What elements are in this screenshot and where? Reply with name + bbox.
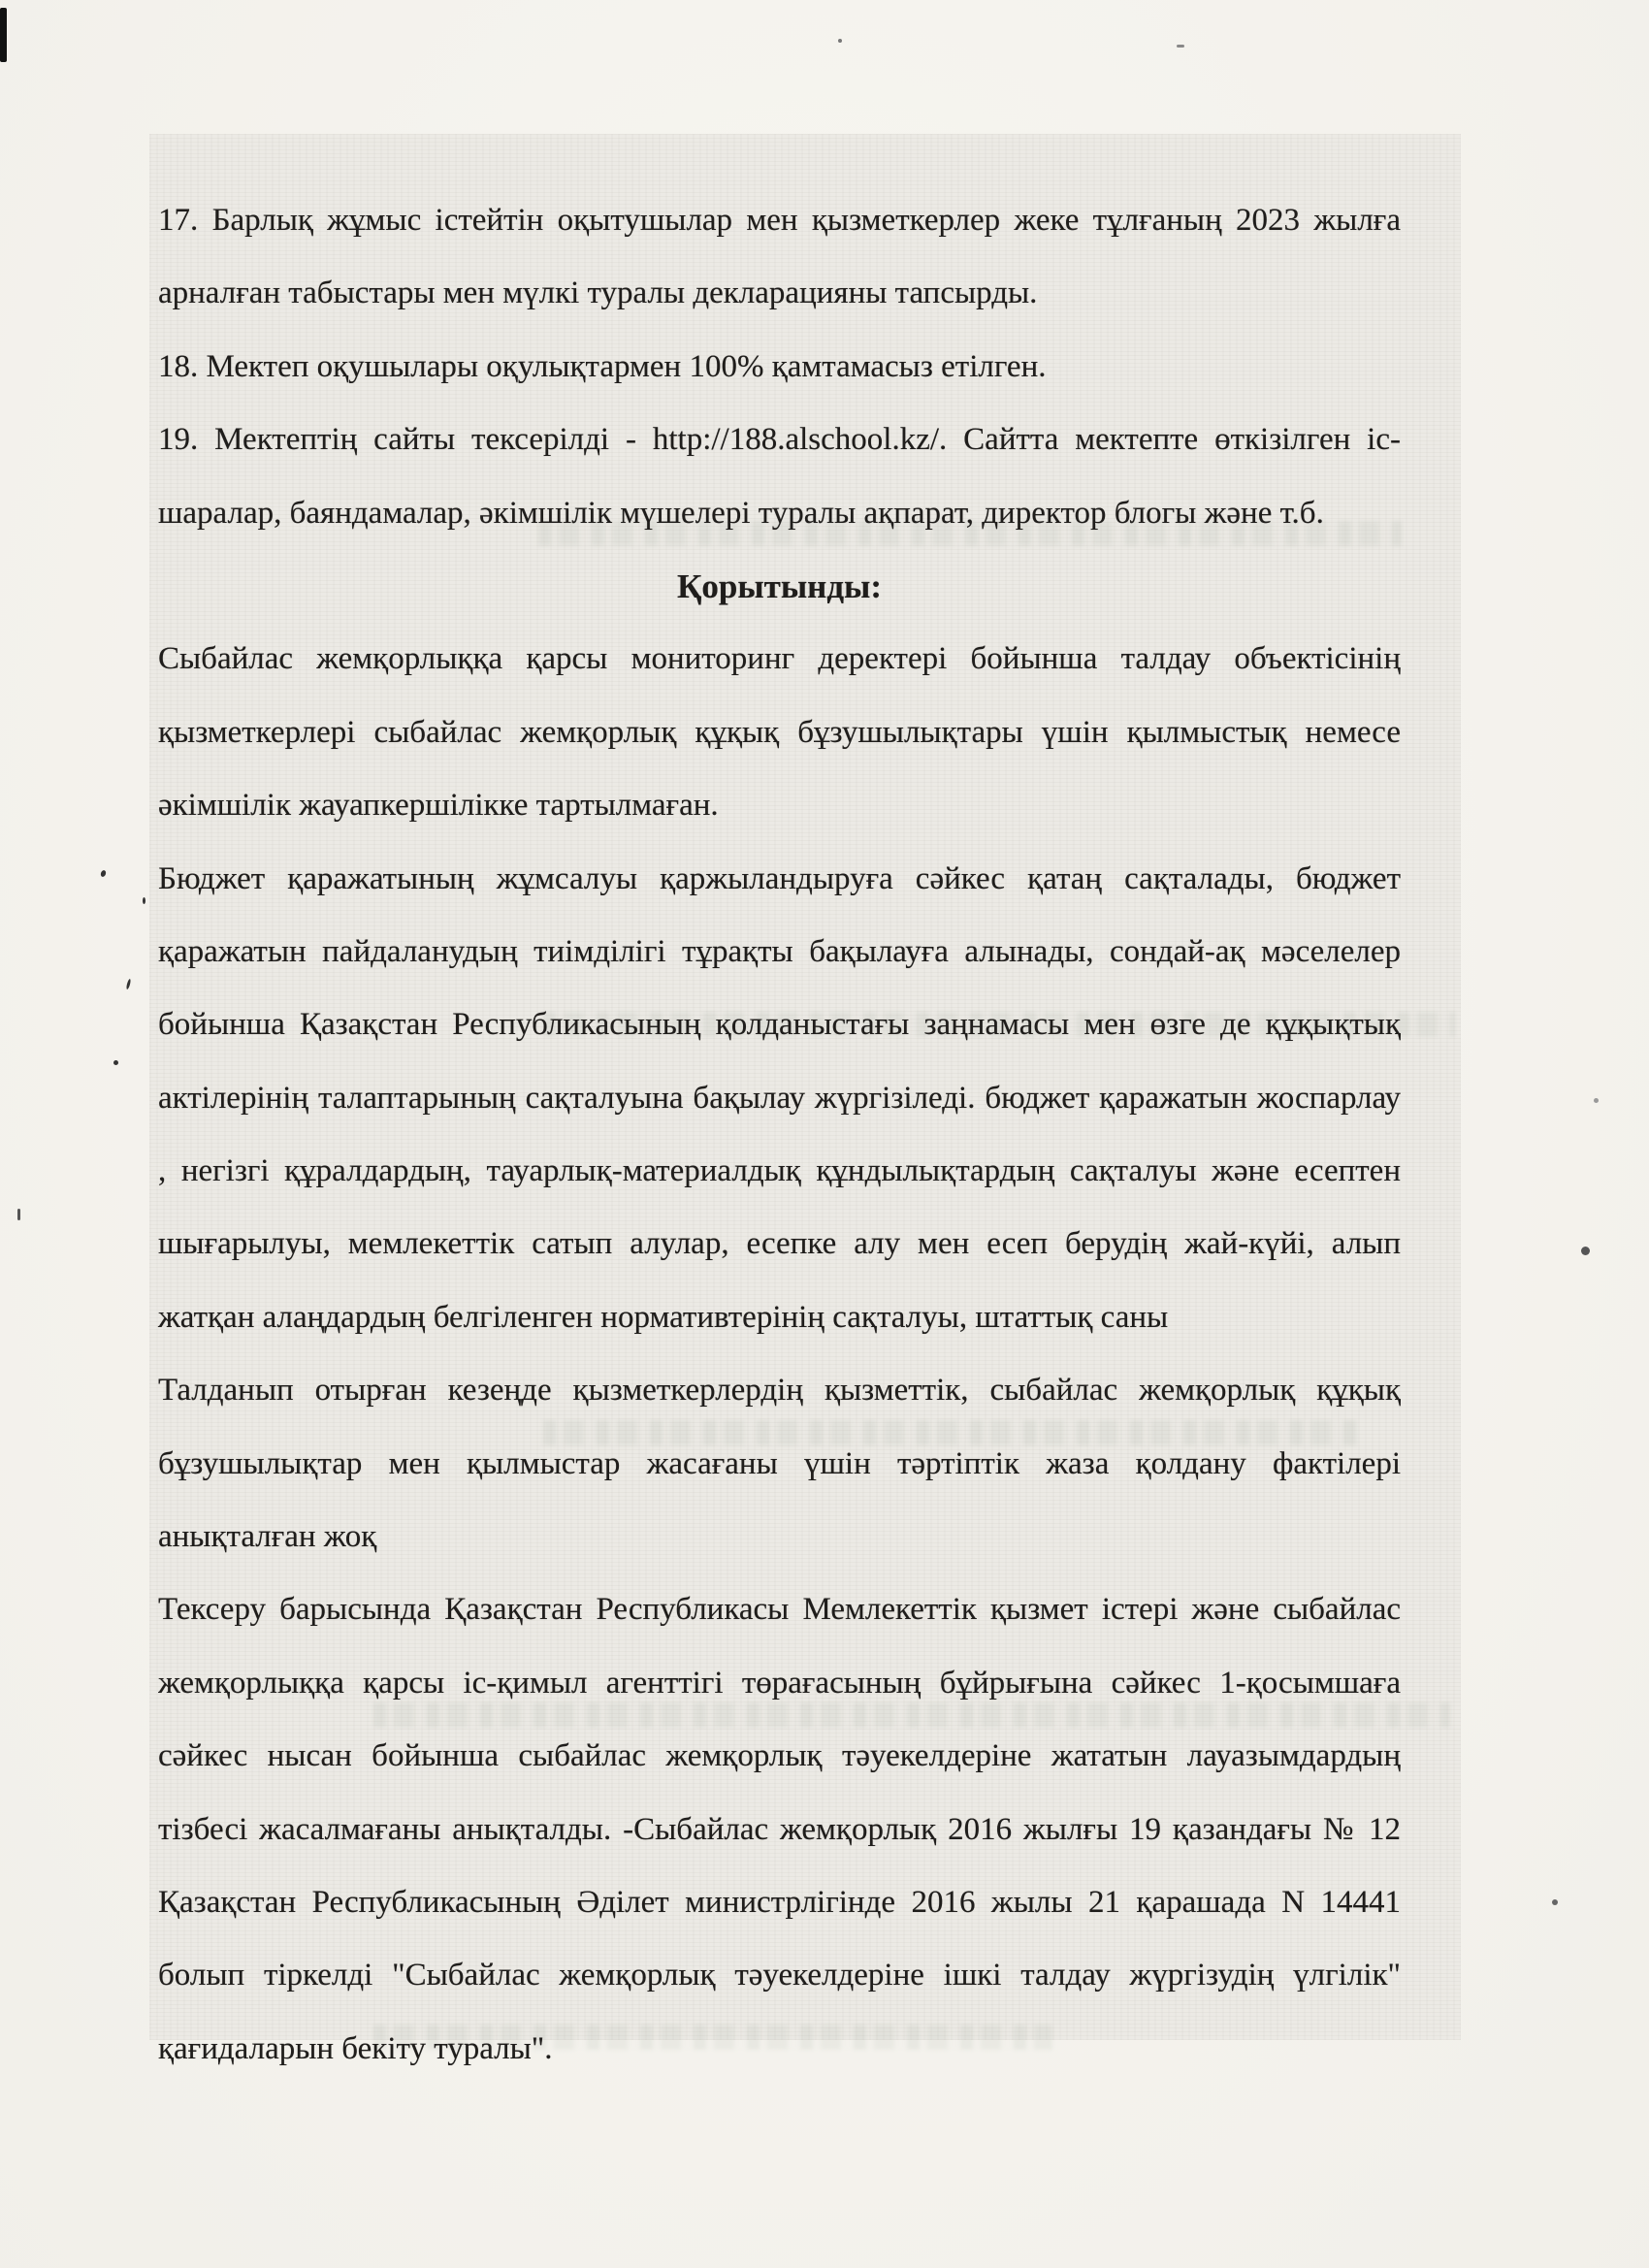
- text-line: 17. Барлық жұмыс істейтін оқытушылар мен қызметкерлер жеке тұлғаның 2023 жылға: [158, 203, 1401, 238]
- text-line: әкімшілік жауапкершілікке тартылмаған.: [158, 788, 719, 824]
- text-line: шаралар, баяндамалар, әкімшілік мүшелері туралы ақпарат, директор блогы және т.б.: [158, 495, 1324, 531]
- scan-speck: [1552, 1899, 1558, 1905]
- text-line: қағидаларын бекіту туралы".: [158, 2030, 553, 2066]
- text-line: Қазақстан Республикасының Әділет министрлігінде 2016 жылы 21 қарашада N 14441: [158, 1884, 1401, 1920]
- text-line: қызметкерлері сыбайлас жемқорлық құқық бұзушылықтары үшін қылмыстық немесе: [158, 714, 1401, 750]
- text-line: , негізгі құралдардың, тауарлық-материалдық құндылықтардың сақталуы және есептен: [158, 1153, 1401, 1189]
- text-line: 18. Мектеп оқушылары оқулықтармен 100% қамтамасыз етілген.: [158, 348, 1047, 384]
- section-heading: Қорытынды:: [676, 567, 883, 605]
- scan-speck: [1594, 1098, 1599, 1103]
- text-line: болып тіркелді "Сыбайлас жемқорлық тәуекелдеріне ішкі талдау жүргізудің үлгілік": [158, 1958, 1401, 1993]
- scan-speck: [143, 897, 146, 904]
- scan-speck: [838, 39, 842, 43]
- text-line: актілерінің талаптарының сақталуына бақылау жүргізіледі. бюджет қаражатын жоспарлау: [158, 1080, 1401, 1116]
- scan-speck: [17, 1209, 20, 1220]
- text-line: бойынша Қазақстан Республикасының қолданыстағы заңнамасы мен өзге де құқықтық: [158, 1007, 1401, 1043]
- scan-speck: [1177, 45, 1184, 48]
- text-line: Тексеру барысында Қазақстан Республикасы Мемлекеттік қызмет істері және сыбайлас: [158, 1592, 1401, 1628]
- text-line: Бюджет қаражатының жұмсалуы қаржыландыруға сәйкес қатаң сақталады, бюджет: [158, 860, 1401, 896]
- text-line: жемқорлыққа қарсы іс-қимыл агенттігі төрағасының бұйрығына сәйкес 1-қосымшаға: [158, 1665, 1401, 1701]
- text-line: тізбесі жасалмағаны анықталды. -Сыбайлас жемқорлық 2016 жылғы 19 қазандағы № 12: [158, 1811, 1401, 1847]
- scan-speck: [100, 869, 107, 877]
- document-text-block: [158, 184, 1401, 2086]
- text-line: 19. Мектептің сайты тексерілді - http://188.alschool.kz/. Сайтта мектепте өткізілген іс-: [158, 422, 1401, 458]
- text-line: бұзушылықтар мен қылмыстар жасағаны үшін тәртіптік жаза қолдану фактілері: [158, 1445, 1401, 1481]
- text-line: жатқан алаңдардың белгіленген нормативтерінің сақталуы, штаттық саны: [158, 1299, 1169, 1335]
- scan-speck: [126, 979, 132, 989]
- text-line: анықталған жоқ: [158, 1519, 377, 1555]
- text-line: арналған табыстары мен мүлкі туралы декларацияны тапсырды.: [158, 275, 1038, 311]
- scan-speck: [1581, 1247, 1590, 1255]
- text-line: шығарылуы, мемлекеттік сатып алулар, есепке алу мен есеп берудің жай-күйі, алып: [158, 1226, 1401, 1262]
- scan-speck: [113, 1060, 118, 1065]
- scanner-edge-mark: [0, 8, 7, 62]
- text-line: Талданып отырған кезеңде қызметкерлердің қызметтік, сыбайлас жемқорлық құқық: [158, 1373, 1401, 1409]
- text-line: Сыбайлас жемқорлыққа қарсы мониторинг деректері бойынша талдау объектісінің: [158, 641, 1401, 677]
- text-line: сәйкес нысан бойынша сыбайлас жемқорлық тәуекелдеріне жататын лауазымдардың: [158, 1738, 1401, 1774]
- text-line: қаражатын пайдаланудың тиімділігі тұрақты бақылауға алынады, сондай-ақ мәселелер: [158, 933, 1401, 969]
